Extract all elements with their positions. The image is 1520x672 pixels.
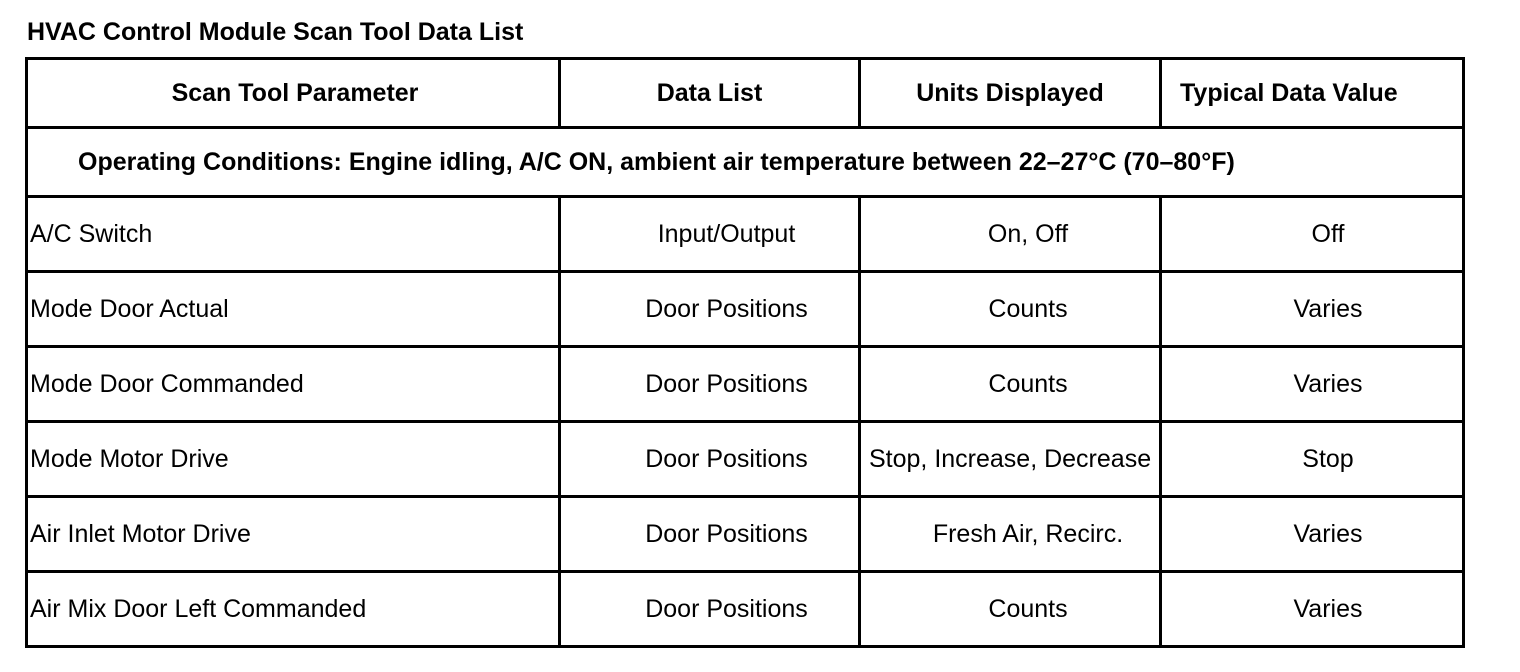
cell-typical-value: Varies: [1161, 497, 1464, 572]
cell-typical-value: Stop: [1161, 422, 1464, 497]
cell-data-list: Door Positions: [560, 422, 860, 497]
table-row: [27, 272, 1464, 347]
cell-units: Counts: [860, 572, 1161, 647]
cell-typical-value: Varies: [1161, 272, 1464, 347]
table-row: [27, 422, 1464, 497]
cell-parameter: Air Mix Door Left Commanded: [27, 572, 560, 647]
table-row: [27, 572, 1464, 647]
cell-units: Fresh Air, Recirc.: [860, 497, 1161, 572]
header-typical-data-value: Typical Data Value: [1161, 59, 1464, 128]
cell-typical-value: Off: [1161, 197, 1464, 272]
table-row: [27, 197, 1464, 272]
table-row: [27, 347, 1464, 422]
scan-tool-data-table: [25, 57, 1465, 648]
cell-data-list: Door Positions: [560, 347, 860, 422]
cell-data-list: Door Positions: [560, 272, 860, 347]
cell-units: On, Off: [860, 197, 1161, 272]
header-data-list: Data List: [560, 59, 860, 128]
page-title: HVAC Control Module Scan Tool Data List: [27, 18, 524, 46]
cell-data-list: Door Positions: [560, 497, 860, 572]
header-parameter: Scan Tool Parameter: [27, 59, 560, 128]
cell-parameter: Mode Motor Drive: [27, 422, 560, 497]
cell-data-list: Input/Output: [560, 197, 860, 272]
cell-units: Stop, Increase, Decrease: [860, 422, 1161, 497]
cell-parameter: A/C Switch: [27, 197, 560, 272]
operating-conditions: Operating Conditions: Engine idling, A/C ON, ambient air temperature between 22–27°C (70–80°F): [27, 128, 1464, 197]
cell-parameter: Air Inlet Motor Drive: [27, 497, 560, 572]
cell-typical-value: Varies: [1161, 572, 1464, 647]
header-units-displayed: Units Displayed: [860, 59, 1161, 128]
operating-conditions-row: [27, 128, 1464, 197]
table-row: [27, 497, 1464, 572]
cell-typical-value: Varies: [1161, 347, 1464, 422]
cell-parameter: Mode Door Actual: [27, 272, 560, 347]
cell-parameter: Mode Door Commanded: [27, 347, 560, 422]
cell-data-list: Door Positions: [560, 572, 860, 647]
table-header-row: [27, 59, 1464, 128]
cell-units: Counts: [860, 347, 1161, 422]
cell-units: Counts: [860, 272, 1161, 347]
